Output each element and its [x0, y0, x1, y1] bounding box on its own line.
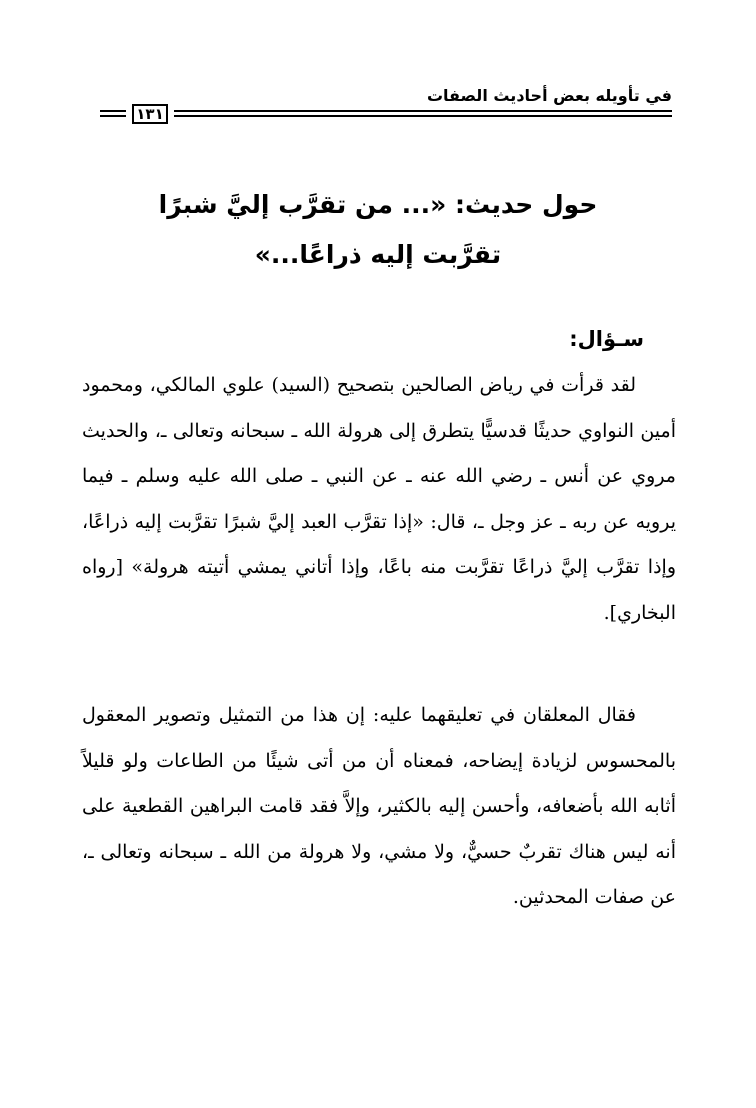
question-heading: سـؤال: [569, 327, 644, 351]
running-title: في تأويله بعض أحاديث الصفات [426, 86, 672, 105]
page-number: ١٣١ [132, 104, 168, 124]
chapter-title [80, 180, 676, 280]
page-header [100, 82, 672, 132]
chapter-title-line-1: حول حديث: «... من تقرَّب إليَّ شبرًا [158, 190, 598, 219]
paragraph-question-text: لقد قرأت في رياض الصالحين بتصحيح (السيد) علوي المالكي، ومحمود أمين النواوي حديثًا قدسيًّا يتطرق إلى هرولة الله ـ سبحانه وتعالى ـ، والحديث مروي عن أنس ـ رضي الله عنه ـ عن النبي ـ صلى الله عليه وسلم ـ فيما يرويه عن ربه ـ عز وجل ـ، قال: «إذا تقرَّب العبد إليَّ شبرًا تقرَّبت إليه ذراعًا، وإذا تقرَّب إليَّ ذراعًا تقرَّبت منه باعًا، وإذا أتاني يمشي أتيته هرولة» [رواه البخاري]. [82, 374, 676, 624]
header-rule-right [174, 110, 672, 117]
paragraph-commentary-text: فقال المعلقان في تعليقهما عليه: إن هذا من التمثيل وتصوير المعقول بالمحسوس لزيادة إيضاحه، فمعناه أن من أتى شيئًا من الطاعات ولو قليلاً أثابه الله بأضعافه، وأحسن إليه بالكثير، وإلاَّ فقد قامت البراهين القطعية على أنه ليس هناك تقربٌ حسيٌّ، ولا مشي، ولا هرولة من الله ـ سبحانه وتعالى ـ، عن صفات المحدثين. [82, 704, 676, 908]
chapter-title-line-2: تقرَّبت إليه ذراعًا...» [254, 240, 502, 269]
paragraph-question [82, 363, 676, 636]
paragraph-commentary [82, 693, 676, 921]
header-rule-left [100, 110, 126, 117]
